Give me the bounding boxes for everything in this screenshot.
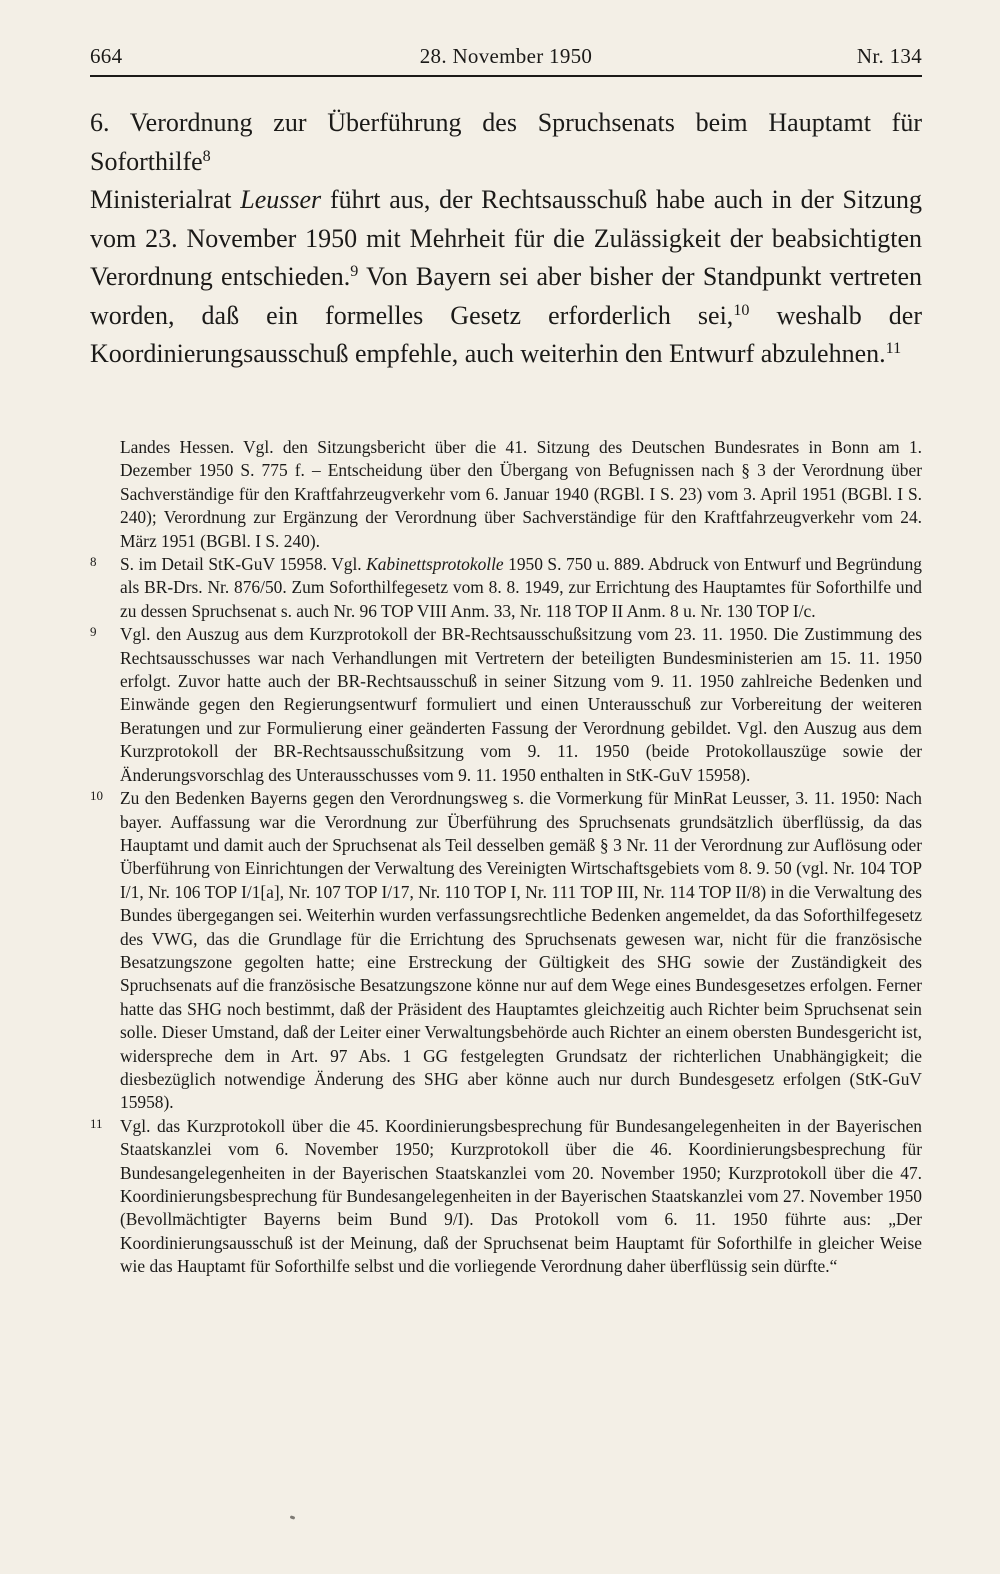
header-rule: [90, 75, 922, 77]
main-paragraph: [90, 181, 922, 374]
main-text: [90, 104, 922, 374]
footnote-ref-9: 9: [350, 263, 359, 281]
footnote-text: 1950 S. 750 u. 889. Abdruck von Entwurf und Begründung als BR-Drs. Nr. 876/50. Zum Soforthilfegesetz vom 8. 8. 1949, zur Errichtung des Hauptamtes für Soforthilfe und zu dessen Spruchsenat s. auch Nr. 96 TOP VIII Anm. 33, Nr. 118 TOP II Anm. 8 u. Nr. 130 TOP I/c.: [120, 554, 922, 621]
footnote-text: Zu den Bedenken Bayerns gegen den Verordnungsweg s. die Vormerkung für MinRat Leusser, 3. 11. 1950: Nach bayer. Auffassung war die Verordnung zur Überführung des Spruchsenats grundsätzlich überflüssig, da das Hauptamt und damit auch der Spruchsenat als Teil desselben gemäß § 3 Nr. 11 der Verordnung zur Auflösung oder Überführung von Einrichtungen der Verwaltung des Vereinigten Wirtschaftsgebiets vom 8. 9. 50 (vgl. Nr. 104 TOP I/1, Nr. 106 TOP I/1[a], Nr. 107 TOP I/17, Nr. 110 TOP I, Nr. 111 TOP III, Nr. 114 TOP II/8) in die Verwaltung des Bundes übergegangen sei. Weiterhin wurden verfassungsrechtliche Bedenken angemeldet, da das Soforthilfegesetz des VWG, das die Grundlage für die Errichtung des Spruchsenats gewesen war, nicht für die französische Besatzungszone gegolten hatte; eine Erstreckung der Gültigkeit des SHG sowie der Zuständigkeit des Spruchsenats auf die französische Besatzungszone könne nur auf dem Wege eines Bundesgesetzes erfolgen. Ferner hatte das SHG noch bestimmt, daß der Präsident des Hauptamtes gleichzeitig auch Richter beim Spruchsenat sein solle. Dieser Umstand, daß der Leiter einer Verwaltungsbehörde auch Richter an einem obersten Bundesgericht ist, widerspreche dem in Art. 97 Abs. 1 GG festgelegten Grundsatz der richterlichen Unabhängigkeit; die diesbezüglich notwendige Änderung des SHG aber könne auch nur durch Bundesgesetz erfolgen (StK-GuV 15958).: [120, 788, 922, 1113]
footnote-ref-10: 10: [733, 301, 750, 319]
footnote-number: 9: [90, 624, 97, 640]
footnote-ref-11: 11: [885, 340, 902, 358]
header-date: 28. November 1950: [419, 44, 593, 68]
footnote-text: Vgl. das Kurzprotokoll über die 45. Koordinierungsbesprechung für Bundesangelegenheiten in der Bayerischen Staatskanzlei vom 6. November 1950; Kurzprotokoll über die 46. Koordinierungsbesprechung für Bundesangelegenheiten in der Bayerischen Staatskanzlei vom 20. November 1950; Kurzprotokoll über die 47. Koordinierungsbesprechung für Bundesangelegenheiten in der Bayerischen Staatskanzlei vom 27. November 1950 (Bevollmächtigter Bayerns beim Bund 9/I). Das Protokoll vom 6. 11. 1950 führte aus: „Der Koordinierungsausschuß ist der Meinung, daß der Spruchsenat beim Hauptamt für Soforthilfe in gleicher Weise wie das Hauptamt für Soforthilfe selbst und die vorliegende Verordnung daher überflüssig sein dürfte.“: [120, 1115, 922, 1277]
footnote-italic: Kabinettsprotokolle: [366, 554, 504, 575]
footnote-number: 11: [90, 1115, 103, 1131]
paragraph-text: weshalb der Koordinierungsausschuß empfehle, auch weiterhin den Entwurf abzulehnen.: [90, 300, 922, 368]
footnote-8: [90, 553, 922, 623]
footnote-number: 8: [90, 554, 97, 570]
footnote-ref-8: 8: [202, 147, 211, 165]
footnote-continued: Landes Hessen. Vgl. den Sitzungsbericht über die 41. Sitzung des Deutschen Bundesrates in Bonn am 1. Dezember 1950 S. 775 f. – Entscheidung über den Übergang von Befugnissen nach § 3 der Verordnung über Sachverständige für den Kraftfahrzeugverkehr vom 6. Januar 1940 (RGBl. I S. 23) vom 3. April 1951 (BGBl. I S. 240); Verordnung zur Ergänzung der Verordnung über Sachverständige für den Kraftfahrzeugverkehr vom 24. März 1951 (BGBl. I S. 240).: [120, 437, 922, 551]
paragraph-text: führt aus, der Rechtsausschuß habe auch in der Sitzung vom 23. November 1950 mit Mehrheit für die Zulässigkeit der beabsichtigten Verordnung entschieden.: [90, 185, 922, 291]
paper-speck: [290, 1515, 296, 1520]
footnote-number: 10: [90, 788, 103, 804]
agenda-heading: [90, 104, 922, 181]
footnotes: [90, 436, 922, 1279]
footnote-9: [90, 623, 922, 787]
person-name: Leusser: [240, 185, 322, 214]
page-number: 664: [90, 44, 123, 68]
heading-text: 6. Verordnung zur Überführung des Spruchsenats beim Hauptamt für Soforthilfe: [90, 108, 922, 176]
footnote-text: S. im Detail StK-GuV 15958. Vgl.: [120, 554, 367, 575]
paragraph-text: Ministerialrat: [90, 185, 241, 214]
footnote-text: Vgl. den Auszug aus dem Kurzprotokoll der BR-Rechtsausschußsitzung vom 23. 11. 1950. Die Zustimmung des Rechtsausschusses war nach Verhandlungen mit Vertretern der beteiligten Bundesministerien am 15. 11. 1950 erfolgt. Zuvor hatte auch der BR-Rechtsausschuß in seiner Sitzung vom 9. 11. 1950 zahlreiche Bedenken und Einwände gegen den Regierungsentwurf formuliert und einen Unterausschuß zur Vorbereitung der weiteren Beratungen und zur Formulierung einer geänderten Fassung der Verordnung gebildet. Vgl. den Auszug aus dem Kurzprotokoll der BR-Rechtsausschußsitzung vom 9. 11. 1950 (beide Protokollauszüge sowie der Änderungsvorschlag des Unterausschusses vom 9. 11. 1950 enthalten in StK-GuV 15958).: [120, 624, 922, 785]
footnote-10: [90, 787, 922, 1115]
footnote-11: [90, 1115, 922, 1279]
running-header: [90, 40, 922, 74]
paragraph-text: Von Bayern sei aber bisher der Standpunkt vertreten worden, daß ein formelles Gesetz erforderlich sei,: [90, 262, 922, 330]
issue-number: Nr. 134: [856, 44, 922, 68]
